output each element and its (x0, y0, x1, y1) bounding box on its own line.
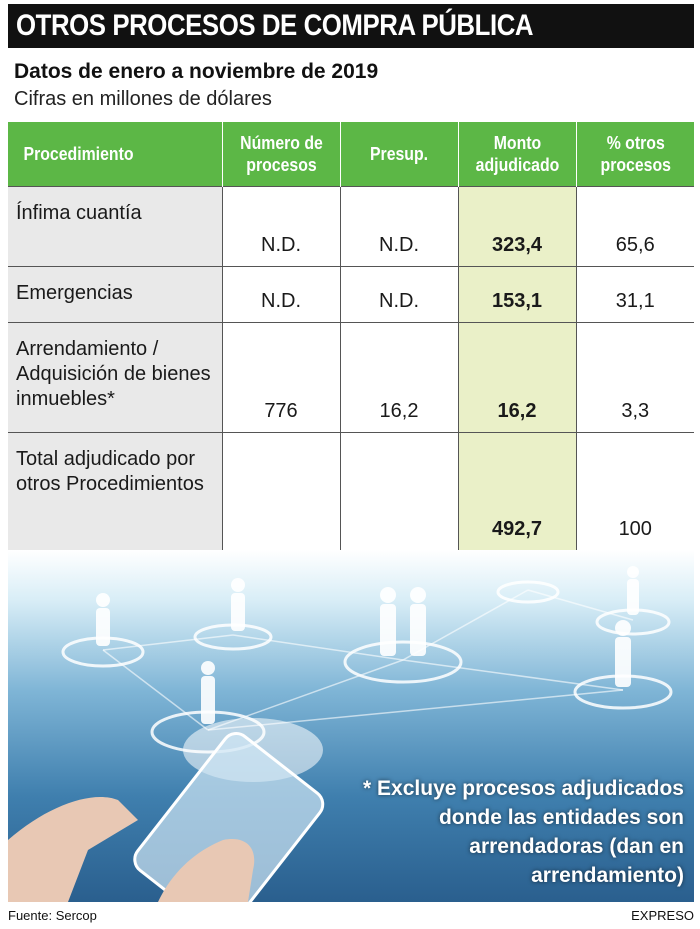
source-label: Fuente: Sercop (8, 908, 97, 923)
table-row (8, 432, 694, 550)
cell-presup: 16,2 (340, 322, 458, 432)
header-monto: Monto adjudicado (458, 122, 576, 186)
header-presup: Presup. (340, 122, 458, 186)
header-porcentaje: % otros procesos (576, 122, 694, 186)
cell-porcentaje: 100 (576, 432, 694, 550)
subtitle: Datos de enero a noviembre de 2019 (14, 60, 379, 83)
cell-monto: 323,4 (458, 186, 576, 266)
units-note: Cifras en millones de dólares (14, 88, 272, 110)
cell-presup: N.D. (340, 266, 458, 322)
footnote: * Excluye procesos adjudicados donde las entidades son arrendadoras (dan en arrendamiento) (363, 777, 684, 887)
cell-procedimiento: Total adjudicado por otros Procedimientos (8, 432, 222, 550)
brand-label: EXPRESO (631, 908, 694, 923)
table-row (8, 186, 694, 266)
cell-monto: 492,7 (458, 432, 576, 550)
cell-monto: 153,1 (458, 266, 576, 322)
data-table (8, 122, 694, 550)
cell-monto: 16,2 (458, 322, 576, 432)
header-numero: Número de procesos (222, 122, 340, 186)
cell-numero (222, 432, 340, 550)
table-header-row (8, 122, 694, 186)
cell-procedimiento: Arrendamiento / Adquisición de bienes inmuebles* (8, 322, 222, 432)
cell-presup (340, 432, 458, 550)
cell-numero: 776 (222, 322, 340, 432)
cell-procedimiento: Emergencias (8, 266, 222, 322)
cell-porcentaje: 65,6 (576, 186, 694, 266)
table-row (8, 322, 694, 432)
footer (8, 904, 694, 928)
cell-numero: N.D. (222, 186, 340, 266)
cell-porcentaje: 31,1 (576, 266, 694, 322)
header-procedimiento: Procedimiento (8, 122, 222, 186)
cell-porcentaje: 3,3 (576, 322, 694, 432)
cell-procedimiento: Ínfima cuantía (8, 186, 222, 266)
table-row (8, 266, 694, 322)
cell-presup: N.D. (340, 186, 458, 266)
page-title: OTROS PROCESOS DE COMPRA PÚBLICA (16, 9, 534, 42)
title-bar (8, 4, 694, 48)
cell-numero: N.D. (222, 266, 340, 322)
